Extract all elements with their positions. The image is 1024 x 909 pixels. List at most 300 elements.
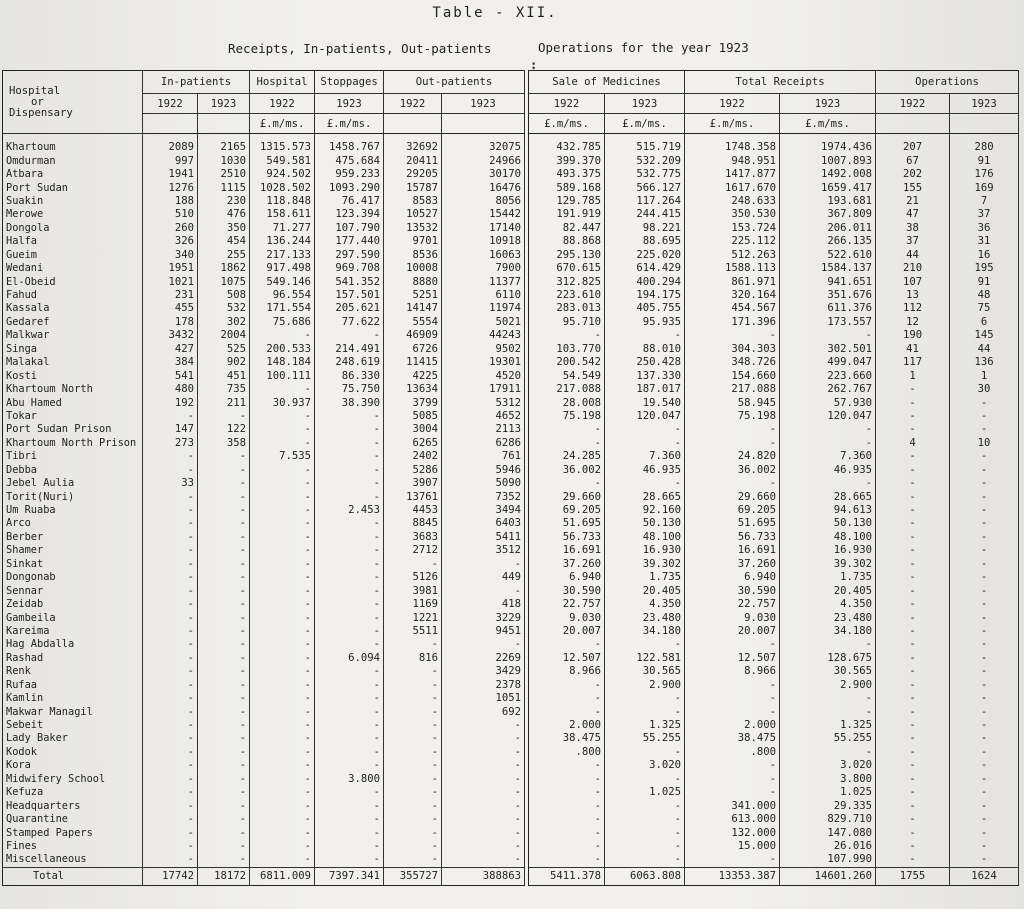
medicines-1923-cell: 614.429 bbox=[605, 262, 685, 275]
hospital-name-cell: Torit(Nuri) bbox=[3, 490, 143, 503]
total-receipts-1922-cell: 171.396 bbox=[685, 316, 780, 329]
total-receipts-1923-cell: 611.376 bbox=[780, 302, 876, 315]
in-patients-1922-cell: - bbox=[143, 840, 198, 853]
in-patients-1922-cell: - bbox=[143, 598, 198, 611]
total-in-patients-1922: 17742 bbox=[143, 867, 198, 885]
in-patients-1923-cell: - bbox=[198, 571, 250, 584]
operations-1923-cell: 36 bbox=[950, 222, 1019, 235]
total-receipts-1923-cell: 7.360 bbox=[780, 450, 876, 463]
hospital-name-cell: Tokar bbox=[3, 410, 143, 423]
in-patients-1923-cell: - bbox=[198, 517, 250, 530]
total-receipts-1922-cell: 20.007 bbox=[685, 625, 780, 638]
table-row bbox=[529, 154, 1019, 167]
out-patients-1923-cell: 11974 bbox=[442, 302, 525, 315]
medicines-1922-cell: 38.475 bbox=[529, 732, 605, 745]
table-row bbox=[529, 826, 1019, 839]
total-receipts-1922-cell: 153.724 bbox=[685, 222, 780, 235]
in-patients-1923-cell: - bbox=[198, 490, 250, 503]
operations-1922-cell: 210 bbox=[876, 262, 950, 275]
table-row bbox=[3, 343, 525, 356]
stoppages-1923-cell: 76.417 bbox=[315, 195, 384, 208]
medicines-1922-cell: 36.002 bbox=[529, 464, 605, 477]
hospital-name-cell: Port Sudan bbox=[3, 181, 143, 194]
in-patients-1922-cell: 1951 bbox=[143, 262, 198, 275]
out-patients-1922-cell: 8845 bbox=[384, 517, 442, 530]
out-patients-1922-cell: 11415 bbox=[384, 356, 442, 369]
operations-1923-cell: 1 bbox=[950, 369, 1019, 382]
table-row bbox=[3, 746, 525, 759]
in-patients-1922-cell: - bbox=[143, 813, 198, 826]
total-receipts-1923-cell: - bbox=[780, 692, 876, 705]
out-patients-1923-cell: 17140 bbox=[442, 222, 525, 235]
operations-1922-cell: 190 bbox=[876, 329, 950, 342]
table-row bbox=[3, 262, 525, 275]
out-patients-1922-cell: 5511 bbox=[384, 625, 442, 638]
medicines-1923-cell: - bbox=[605, 638, 685, 651]
stoppages-1922-cell: - bbox=[250, 504, 315, 517]
medicines-1922-cell: - bbox=[529, 705, 605, 718]
operations-1922-cell: 37 bbox=[876, 235, 950, 248]
total-total-receipts-1922: 13353.387 bbox=[685, 867, 780, 885]
in-patients-1922-cell: 3432 bbox=[143, 329, 198, 342]
table-row bbox=[3, 302, 525, 315]
in-patients-1923-cell: 1115 bbox=[198, 181, 250, 194]
stoppages-1922-cell: 136.244 bbox=[250, 235, 315, 248]
total-receipts-1923-cell: - bbox=[780, 638, 876, 651]
operations-1922-cell: 207 bbox=[876, 141, 950, 154]
out-patients-1922-cell: 3004 bbox=[384, 423, 442, 436]
stoppages-1923-cell: - bbox=[315, 410, 384, 423]
medicines-1922-cell: 6.940 bbox=[529, 571, 605, 584]
medicines-1923-cell: 16.930 bbox=[605, 544, 685, 557]
total-receipts-1922-cell: 16.691 bbox=[685, 544, 780, 557]
table-row bbox=[529, 558, 1019, 571]
in-patients-1923-cell: 1075 bbox=[198, 275, 250, 288]
stoppages-1923-cell: - bbox=[315, 692, 384, 705]
total-receipts-header: Total Receipts bbox=[685, 71, 876, 94]
stoppages-1922-cell: 1315.573 bbox=[250, 141, 315, 154]
hospital-name-cell: Headquarters bbox=[3, 799, 143, 812]
operations-1923-cell: - bbox=[950, 652, 1019, 665]
operations-1923-cell: - bbox=[950, 705, 1019, 718]
out-patients-1922-cell: 20411 bbox=[384, 154, 442, 167]
operations-1923-cell: 145 bbox=[950, 329, 1019, 342]
in-patients-header: In-patients bbox=[143, 71, 250, 94]
medicines-1923-cell: 3.020 bbox=[605, 759, 685, 772]
receipts-table bbox=[528, 70, 1019, 886]
stoppages-1923-cell: 2.453 bbox=[315, 504, 384, 517]
stoppages-1923-cell: 205.621 bbox=[315, 302, 384, 315]
total-receipts-1922-cell: 22.757 bbox=[685, 598, 780, 611]
total-receipts-1923-cell: 173.557 bbox=[780, 316, 876, 329]
medicines-1923-cell: - bbox=[605, 853, 685, 867]
total-receipts-1922-cell: 12.507 bbox=[685, 652, 780, 665]
operations-1923-cell: - bbox=[950, 719, 1019, 732]
table-row bbox=[529, 773, 1019, 786]
in-patients-1922-cell: - bbox=[143, 679, 198, 692]
in-patients-1923-cell: 532 bbox=[198, 302, 250, 315]
medicines-1922-cell: 56.733 bbox=[529, 531, 605, 544]
out-patients-1923-cell: 418 bbox=[442, 598, 525, 611]
stoppages-1922-cell: 7.535 bbox=[250, 450, 315, 463]
hospital-stoppages-header: Hospital bbox=[250, 71, 315, 94]
sm-1922-header: 1922 bbox=[529, 94, 605, 114]
stoppages-1922-cell: - bbox=[250, 799, 315, 812]
medicines-1922-cell: 399.370 bbox=[529, 154, 605, 167]
operations-1922-cell: 1 bbox=[876, 369, 950, 382]
total-receipts-1923-cell: 48.100 bbox=[780, 531, 876, 544]
table-row bbox=[529, 262, 1019, 275]
medicines-1923-cell: 532.209 bbox=[605, 154, 685, 167]
out-patients-1923-cell: - bbox=[442, 759, 525, 772]
stoppages-1922-cell: - bbox=[250, 598, 315, 611]
medicines-1922-cell: 191.919 bbox=[529, 208, 605, 221]
table-row bbox=[3, 652, 525, 665]
in-patients-1923-cell: - bbox=[198, 665, 250, 678]
medicines-1923-cell: 50.130 bbox=[605, 517, 685, 530]
medicines-1923-cell: 98.221 bbox=[605, 222, 685, 235]
medicines-1922-cell: - bbox=[529, 853, 605, 867]
operations-1922-cell: - bbox=[876, 799, 950, 812]
in-patients-1922-cell: 541 bbox=[143, 369, 198, 382]
stoppages-1923-cell: 1093.290 bbox=[315, 181, 384, 194]
hospital-name-cell: Debba bbox=[3, 464, 143, 477]
stoppages-1923-cell: 541.352 bbox=[315, 275, 384, 288]
stoppages-1923-cell: - bbox=[315, 464, 384, 477]
operations-1923-cell: 176 bbox=[950, 168, 1019, 181]
total-receipts-1923-cell: 120.047 bbox=[780, 410, 876, 423]
in-patients-1923-cell: 230 bbox=[198, 195, 250, 208]
in-patients-1923-cell: - bbox=[198, 692, 250, 705]
total-receipts-1922-cell: 69.205 bbox=[685, 504, 780, 517]
table-row bbox=[529, 584, 1019, 597]
stoppages-1922-cell: 75.686 bbox=[250, 316, 315, 329]
stoppages-1922-cell: 924.502 bbox=[250, 168, 315, 181]
out-patients-1923-cell: 6403 bbox=[442, 517, 525, 530]
medicines-1922-cell: 37.260 bbox=[529, 558, 605, 571]
stoppages-1922-cell: 549.581 bbox=[250, 154, 315, 167]
stoppages-1922-cell: - bbox=[250, 773, 315, 786]
out-patients-1922-cell: 46909 bbox=[384, 329, 442, 342]
medicines-1922-cell: 82.447 bbox=[529, 222, 605, 235]
medicines-1922-cell: - bbox=[529, 638, 605, 651]
stoppages-1922-cell: - bbox=[250, 611, 315, 624]
medicines-1923-cell: 7.360 bbox=[605, 450, 685, 463]
out-patients-1922-cell: 3907 bbox=[384, 477, 442, 490]
table-row bbox=[3, 531, 525, 544]
out-patients-1922-cell: 15787 bbox=[384, 181, 442, 194]
in-patients-1923-cell: 1862 bbox=[198, 262, 250, 275]
operations-1923-cell: - bbox=[950, 853, 1019, 867]
in-patients-1922-cell: 326 bbox=[143, 235, 198, 248]
hospital-name-cell: Halfa bbox=[3, 235, 143, 248]
total-receipts-1922-cell: 2.000 bbox=[685, 719, 780, 732]
hospital-name-cell: Kora bbox=[3, 759, 143, 772]
table-row bbox=[529, 450, 1019, 463]
in-patients-1923-cell: 358 bbox=[198, 437, 250, 450]
hospital-name-cell: Fahud bbox=[3, 289, 143, 302]
hospital-name-cell: Malkwar bbox=[3, 329, 143, 342]
medicines-1922-cell: 12.507 bbox=[529, 652, 605, 665]
in-patients-1922-cell: - bbox=[143, 410, 198, 423]
total-receipts-1922-cell: 1748.358 bbox=[685, 141, 780, 154]
in-patients-1922-cell: 273 bbox=[143, 437, 198, 450]
operations-1923-cell: - bbox=[950, 692, 1019, 705]
operations-1923-cell: - bbox=[950, 611, 1019, 624]
table-row bbox=[3, 853, 525, 867]
stoppages-1922-cell: 71.277 bbox=[250, 222, 315, 235]
medicines-1922-cell: 75.198 bbox=[529, 410, 605, 423]
hospital-name-cell: Jebel Aulia bbox=[3, 477, 143, 490]
medicines-1923-cell: 34.180 bbox=[605, 625, 685, 638]
stoppages-1922-cell: - bbox=[250, 423, 315, 436]
total-receipts-1922-cell: 6.940 bbox=[685, 571, 780, 584]
table-row bbox=[3, 450, 525, 463]
hospital-name-cell: Arco bbox=[3, 517, 143, 530]
operations-1923-cell: 16 bbox=[950, 249, 1019, 262]
out-patients-1922-cell: 13761 bbox=[384, 490, 442, 503]
in-patients-1923-cell: 451 bbox=[198, 369, 250, 382]
medicines-1922-cell: 20.007 bbox=[529, 625, 605, 638]
total-receipts-1922-cell: 350.530 bbox=[685, 208, 780, 221]
medicines-1923-cell: 19.540 bbox=[605, 396, 685, 409]
in-patients-1922-cell: - bbox=[143, 625, 198, 638]
out-patients-1923-cell: 19301 bbox=[442, 356, 525, 369]
hospital-column-header bbox=[3, 71, 143, 134]
operations-1923-cell: - bbox=[950, 396, 1019, 409]
in-patients-1922-cell: 1276 bbox=[143, 181, 198, 194]
operations-header: Operations bbox=[876, 71, 1019, 94]
operations-1923-cell: - bbox=[950, 558, 1019, 571]
in-patients-1923-cell: - bbox=[198, 840, 250, 853]
medicines-1922-cell: 51.695 bbox=[529, 517, 605, 530]
total-receipts-1923-cell: 1.325 bbox=[780, 719, 876, 732]
out-patients-1923-cell: - bbox=[442, 773, 525, 786]
out-patients-1922-cell: 1169 bbox=[384, 598, 442, 611]
stoppages-1923-cell: - bbox=[315, 746, 384, 759]
operations-1923-cell: - bbox=[950, 464, 1019, 477]
out-patients-1923-cell: 24966 bbox=[442, 154, 525, 167]
operations-1922-cell: - bbox=[876, 679, 950, 692]
table-row bbox=[3, 584, 525, 597]
total-medicines-1923: 6063.808 bbox=[605, 867, 685, 885]
stoppages-1923-cell: - bbox=[315, 531, 384, 544]
hospital-name-cell: Quarantine bbox=[3, 813, 143, 826]
medicines-1922-cell: 200.542 bbox=[529, 356, 605, 369]
in-patients-1922-cell: - bbox=[143, 773, 198, 786]
medicines-1923-cell: 405.755 bbox=[605, 302, 685, 315]
in-patients-1923-cell: - bbox=[198, 544, 250, 557]
stoppages-1923-cell: - bbox=[315, 450, 384, 463]
table-row bbox=[3, 773, 525, 786]
stoppages-1923-cell: - bbox=[315, 786, 384, 799]
hs-1923-unit: £.m/ms. bbox=[315, 114, 384, 134]
stoppages-1923-cell: 77.622 bbox=[315, 316, 384, 329]
operations-1922-cell: 117 bbox=[876, 356, 950, 369]
operations-1922-cell: - bbox=[876, 490, 950, 503]
operations-1923-cell: - bbox=[950, 490, 1019, 503]
stoppages-1922-cell: 118.848 bbox=[250, 195, 315, 208]
in-patients-1922-cell: 427 bbox=[143, 343, 198, 356]
hospital-name-cell: Berber bbox=[3, 531, 143, 544]
medicines-1922-cell: 589.168 bbox=[529, 181, 605, 194]
op-1923-header: 1923 bbox=[442, 94, 525, 114]
out-patients-1923-cell: 449 bbox=[442, 571, 525, 584]
out-patients-1923-cell: 3229 bbox=[442, 611, 525, 624]
out-patients-1923-cell: 2113 bbox=[442, 423, 525, 436]
table-row bbox=[529, 356, 1019, 369]
patients-table-body bbox=[3, 134, 525, 886]
operations-1923-cell: 6 bbox=[950, 316, 1019, 329]
in-patients-1922-cell: - bbox=[143, 692, 198, 705]
total-label: Total bbox=[3, 867, 143, 885]
stoppages-1922-cell: - bbox=[250, 490, 315, 503]
out-patients-1923-cell: 761 bbox=[442, 450, 525, 463]
table-row bbox=[3, 181, 525, 194]
operations-1923-cell: - bbox=[950, 638, 1019, 651]
table-row bbox=[3, 356, 525, 369]
total-receipts-1923-cell: - bbox=[780, 746, 876, 759]
in-patients-1923-cell: - bbox=[198, 611, 250, 624]
operations-1922-cell: 107 bbox=[876, 275, 950, 288]
total-receipts-1922-cell: 512.263 bbox=[685, 249, 780, 262]
in-patients-1922-cell: 188 bbox=[143, 195, 198, 208]
ops-1923-unit bbox=[950, 114, 1019, 134]
stoppages-1922-cell: - bbox=[250, 571, 315, 584]
medicines-1923-cell: - bbox=[605, 773, 685, 786]
table-row bbox=[529, 665, 1019, 678]
medicines-1922-cell: 30.590 bbox=[529, 584, 605, 597]
medicines-1923-cell: - bbox=[605, 329, 685, 342]
hospital-name-cell: Merowe bbox=[3, 208, 143, 221]
out-patients-1923-cell: 9502 bbox=[442, 343, 525, 356]
in-patients-1922-cell: - bbox=[143, 705, 198, 718]
table-row bbox=[529, 464, 1019, 477]
out-patients-1922-cell: - bbox=[384, 719, 442, 732]
medicines-1923-cell: 566.127 bbox=[605, 181, 685, 194]
stoppages-1923-cell: 248.619 bbox=[315, 356, 384, 369]
operations-1922-cell: - bbox=[876, 598, 950, 611]
stoppages-1923-cell: 3.800 bbox=[315, 773, 384, 786]
hospital-name-cell: Kamlin bbox=[3, 692, 143, 705]
out-patients-1923-cell: 4520 bbox=[442, 369, 525, 382]
operations-1922-cell: - bbox=[876, 423, 950, 436]
operations-1923-cell: 48 bbox=[950, 289, 1019, 302]
total-receipts-1923-cell: 30.565 bbox=[780, 665, 876, 678]
table-row bbox=[3, 141, 525, 154]
tr-1923-unit: £.m/ms. bbox=[780, 114, 876, 134]
subtitle-colon: : bbox=[530, 58, 538, 72]
table-row bbox=[529, 477, 1019, 490]
table-row bbox=[529, 853, 1019, 867]
in-patients-1922-cell: 480 bbox=[143, 383, 198, 396]
stoppages-1922-cell: - bbox=[250, 584, 315, 597]
out-patients-header: Out-patients bbox=[384, 71, 525, 94]
stoppages-1922-cell: - bbox=[250, 329, 315, 342]
table-row bbox=[3, 316, 525, 329]
table-title: Table - XII. bbox=[432, 5, 558, 21]
stoppages-1923-cell: - bbox=[315, 490, 384, 503]
in-patients-1923-cell: 122 bbox=[198, 423, 250, 436]
total-medicines-1922: 5411.378 bbox=[529, 867, 605, 885]
stoppages-1922-cell: 148.184 bbox=[250, 356, 315, 369]
in-patients-1923-cell: - bbox=[198, 732, 250, 745]
stoppages-1923-cell: - bbox=[315, 853, 384, 867]
total-receipts-1923-cell: 351.676 bbox=[780, 289, 876, 302]
operations-1923-cell: - bbox=[950, 786, 1019, 799]
medicines-1922-cell: - bbox=[529, 477, 605, 490]
table-row bbox=[3, 840, 525, 853]
table-row bbox=[3, 437, 525, 450]
in-patients-1922-cell: 147 bbox=[143, 423, 198, 436]
in-patients-1922-cell: - bbox=[143, 450, 198, 463]
operations-1923-cell: - bbox=[950, 679, 1019, 692]
in-patients-1922-cell: 1941 bbox=[143, 168, 198, 181]
out-patients-1923-cell: - bbox=[442, 799, 525, 812]
in-patients-1923-cell: - bbox=[198, 531, 250, 544]
hospital-name-cell: Kosti bbox=[3, 369, 143, 382]
total-receipts-1923-cell: 29.335 bbox=[780, 799, 876, 812]
in-patients-1923-cell: 902 bbox=[198, 356, 250, 369]
table-row bbox=[3, 208, 525, 221]
operations-1922-cell: - bbox=[876, 773, 950, 786]
medicines-1922-cell: 312.825 bbox=[529, 275, 605, 288]
out-patients-1923-cell: - bbox=[442, 732, 525, 745]
in-patients-1922-cell: - bbox=[143, 652, 198, 665]
operations-1923-cell: - bbox=[950, 584, 1019, 597]
hospital-name-cell: Wedani bbox=[3, 262, 143, 275]
hospital-name-cell: Dongola bbox=[3, 222, 143, 235]
total-receipts-1922-cell: - bbox=[685, 692, 780, 705]
total-receipts-1923-cell: 57.930 bbox=[780, 396, 876, 409]
table-row bbox=[3, 544, 525, 557]
table-row bbox=[3, 235, 525, 248]
stoppages-1923-cell: - bbox=[315, 826, 384, 839]
stoppages-1922-cell: 30.937 bbox=[250, 396, 315, 409]
stoppages-1922-cell: 96.554 bbox=[250, 289, 315, 302]
hospital-name-cell: Sennar bbox=[3, 584, 143, 597]
total-receipts-1922-cell: 861.971 bbox=[685, 275, 780, 288]
total-receipts-1922-cell: 51.695 bbox=[685, 517, 780, 530]
table-row bbox=[3, 598, 525, 611]
medicines-1923-cell: 88.695 bbox=[605, 235, 685, 248]
out-patients-1923-cell: - bbox=[442, 840, 525, 853]
hospital-header-line3: Dispensary bbox=[9, 106, 73, 119]
out-patients-1923-cell: - bbox=[442, 558, 525, 571]
in-patients-1923-cell: - bbox=[198, 799, 250, 812]
medicines-1922-cell: 95.710 bbox=[529, 316, 605, 329]
hospital-name-cell: Fines bbox=[3, 840, 143, 853]
out-patients-1922-cell: 29205 bbox=[384, 168, 442, 181]
medicines-1923-cell: 532.775 bbox=[605, 168, 685, 181]
stoppages-1923-cell: - bbox=[315, 705, 384, 718]
in-patients-1923-cell: - bbox=[198, 826, 250, 839]
table-row bbox=[3, 195, 525, 208]
operations-1922-cell: - bbox=[876, 705, 950, 718]
in-patients-1922-cell: - bbox=[143, 490, 198, 503]
medicines-1923-cell: - bbox=[605, 423, 685, 436]
op-1922-header: 1922 bbox=[384, 94, 442, 114]
hospital-name-cell: Atbara bbox=[3, 168, 143, 181]
total-receipts-1922-cell: 225.112 bbox=[685, 235, 780, 248]
table-row bbox=[529, 531, 1019, 544]
in-patients-1922-cell: - bbox=[143, 853, 198, 867]
out-patients-1922-cell: - bbox=[384, 558, 442, 571]
in-patients-1922-cell: 33 bbox=[143, 477, 198, 490]
total-receipts-1922-cell: - bbox=[685, 437, 780, 450]
in-patients-1923-cell: 2510 bbox=[198, 168, 250, 181]
stoppages-1923-cell: - bbox=[315, 840, 384, 853]
